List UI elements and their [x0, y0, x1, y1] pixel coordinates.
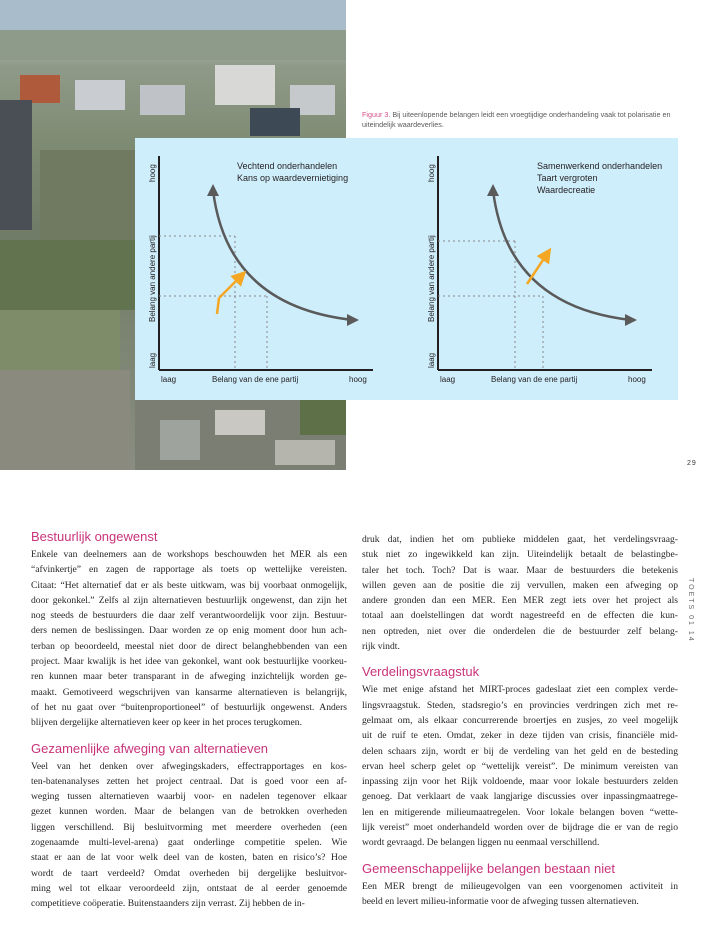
right-indifference-curve [493, 190, 631, 320]
right-x-low: laag [440, 375, 456, 384]
text-line: len en mitigerende milieumaatregelen. Voor lokale belangen boven “wette- [362, 806, 678, 818]
text-line: Enkele van deelnemers aan de workshops beschouwden het MER als een [31, 549, 347, 560]
text-line: of het nu gaat over “buitenproportioneel” of bestuurlijk ongewenst. Anders [31, 701, 347, 713]
text-line: door gekonkel.” Zelfs al zijn alternatieven bestuurlijk ongewenst, dan zijn het [31, 594, 347, 606]
text-line: gezet kunnen worden. Maar de belangen van de betrokken overheden [31, 806, 347, 818]
text-line: ervan heel scherp gelet op “wettelijk vereist”. De minimum vereisten van [362, 760, 678, 772]
text-line: totaal aan doelstellingen dat wordt nagestreefd en de effecten die kun- [362, 610, 678, 622]
paragraph-gemeenschappelijke-belangen [362, 879, 678, 910]
text-line: rijk vindt. [362, 641, 400, 653]
right-y-label: Belang van andere partij [427, 235, 436, 322]
text-line: blijven dergelijke alternatieven keer op keer in het proces terugkomen. [31, 717, 303, 729]
charts-svg [135, 138, 678, 400]
text-column-left [31, 528, 347, 912]
text-line: beeld en levert milieu-informatie voor de afweging tussen alternatieven. [362, 895, 639, 907]
heading-gemeenschappelijke-belangen: Gemeenschappelijke belangen bestaan niet [362, 860, 615, 876]
page-number: 29 [687, 460, 697, 467]
left-indifference-curve [213, 190, 353, 320]
left-curve-end-arrow [347, 314, 359, 326]
left-y-label: Belang van andere partij [148, 235, 157, 322]
paragraph-bestuurlijk-ongewenst [31, 547, 347, 731]
right-y-low: laag [427, 352, 436, 368]
right-curve-end-arrow [625, 314, 637, 326]
figure-caption-label: Figuur 3. [362, 110, 391, 119]
text-line: druk dat, indien het om publieke middelen gaat, het verdelingsvraag- [362, 534, 678, 545]
right-curve-start-arrow [487, 184, 499, 196]
text-line: gelmaat om, als elkaar concurrerende broertjes en zusjes, zo veel mogelijk [362, 714, 678, 726]
text-line: nog steeds de bestuurders die daar zelf verantwoordelijk voor zijn. Bestuur- [31, 610, 347, 622]
text-line: Een MER brengt de milieugevolgen van een voorgenomen activiteit in [362, 880, 678, 892]
text-line: project. Maar kwalijk is het idee van gekonkel, want ook bestuurlijke voorkeu- [31, 656, 347, 668]
text-line: weging tussen alternatieven waarbij voor- en nadelen tegenover elkaar [31, 791, 347, 803]
right-orange-arrow [527, 254, 547, 284]
text-line: stuk niet zo ingewikkeld kan zijn. Uiteindelijk betaalt de belastingbe- [362, 549, 678, 561]
paragraph-gezamenlijke-afweging [31, 759, 347, 912]
left-x-high: hoog [349, 375, 367, 384]
right-y-high: hoog [427, 164, 436, 182]
heading-gezamenlijke-afweging: Gezamenlijke afweging van alternatieven [31, 740, 269, 756]
text-line: Wie met enige afstand het MIRT-proces gadeslaat ziet een complex verde- [362, 684, 678, 696]
text-line: ming wel tot elkaar veroordeeld zijn, ontstaat de al eerder genoemde [31, 882, 347, 894]
text-line: lijk vereist” moet onderhandeld worden over de bijdrage die er van de regio [362, 822, 678, 834]
left-orange-arrow [219, 276, 241, 298]
heading-verdelingsvraagstuk: Verdelingsvraagstuk [362, 664, 480, 680]
left-chart-title-2: Kans op waardevernietiging [237, 173, 349, 183]
right-x-high: hoog [628, 375, 646, 384]
right-chart-title-3: Waardecreatie [537, 185, 596, 195]
text-line: competitieve coöperatie. Buitenstaanders zijn verrast. Zij hebben de in- [31, 898, 305, 910]
text-line: willen geven aan de positie die zij vervullen, maken een afweging op [362, 579, 678, 591]
text-line: lingsvraagstuk. Steden, stadsregio’s en provincies verdringen zich met re- [362, 699, 678, 711]
text-line: “afvinkertje” en zagen de rapportage als toets op wettelijke vereisten. [31, 564, 347, 576]
left-x-low: laag [161, 375, 177, 384]
right-chart-title-1: Samenwerkend onderhandelen [537, 161, 663, 171]
paragraph-verdelingsvraagstuk [362, 682, 678, 850]
text-line: maakt. Gemotiveerd wegschrijven van kansarme alternatieven is belangrijk, [31, 686, 347, 698]
figure-caption-text: Bij uiteenlopende belangen leidt een vroegtijdige onderhandeling vaak tot polarisatie en uiteindelijk waardeverlies. [362, 110, 671, 129]
sidebar-journal-label [682, 578, 702, 668]
text-line: andere gronden dan een MER. Een MER zegt iets over het project als [362, 595, 678, 607]
text-line: uit de ruif te eten. Omdat, zeker in deze tijden van crisis, financiële mid- [362, 730, 678, 742]
text-line: ren kunnen maar beter transparant in de afweging inzichtelijk worden ge- [31, 671, 347, 683]
text-line: Veel van het denken over afwegingskaders, effectrapportages en kos- [31, 760, 347, 772]
figure-caption [362, 110, 682, 130]
sidebar-journal-text: TOETS 01 14 [687, 578, 694, 643]
heading-bestuurlijk-ongewenst: Bestuurlijk ongewenst [31, 529, 158, 544]
text-line: ders nemen de beslissingen. Daar worden ze op enig moment door hun ach- [31, 625, 347, 637]
text-line: inpassing zijn voor het Rijk voldoende, maar voor lokale bestuurders zelden [362, 776, 678, 788]
text-line: nen optreden, niet over die onderdelen die de bestuurder zelf belang- [362, 625, 678, 637]
text-line: wordt gevraagd. De belangen liggen nu eenmaal verschillend. [362, 837, 600, 849]
figure-charts [135, 138, 678, 400]
paragraph-continuation [362, 532, 678, 654]
text-line: wordt de taart verdeeld? Omdat overheden bij dergelijke besluitvor- [31, 867, 347, 879]
text-line: ten-batenanalyses zetten het project centraal. Dat is goed voor een af- [31, 775, 347, 787]
text-line: staat er aan de lat voor welk deel van de kosten, baten en risico’s? Hoe [31, 852, 347, 864]
text-line: taler het toch. Toch? Dat is waar. Maar de bestuurders die betekenis [362, 564, 678, 576]
left-x-label: Belang van de ene partij [212, 375, 299, 384]
left-y-high: hoog [148, 164, 157, 182]
text-column-right [362, 532, 678, 909]
text-line: Citaat: “Het alternatief dat er als beste uitkwam, was bij voorbaat onmogelijk, [31, 579, 347, 591]
left-chart [148, 156, 373, 384]
text-line: terban op beoordeeld, meestal niet door de direct belanghebbenden van een [31, 640, 347, 652]
text-line: delen schaars zijn, wordt er bij de verdeling van het geld en de besteding [362, 745, 678, 757]
right-chart-title-2: Taart vergroten [537, 173, 598, 183]
right-chart [427, 156, 662, 384]
left-y-low: laag [148, 352, 157, 368]
text-line: liggen verschillend. Bij besluitvorming met meerdere overheden (een [31, 821, 347, 833]
text-line: zogenaamde multi-level-arena) gaat onderlinge competitie spelen. Wie [31, 837, 347, 849]
left-orange-tail [217, 298, 219, 314]
left-curve-start-arrow [207, 184, 219, 196]
right-x-label: Belang van de ene partij [491, 375, 578, 384]
left-chart-title-1: Vechtend onderhandelen [237, 161, 338, 171]
text-line: genoeg. Dat verklaart de vaak langjarige discussies over inpassingmaatrege- [362, 791, 678, 803]
